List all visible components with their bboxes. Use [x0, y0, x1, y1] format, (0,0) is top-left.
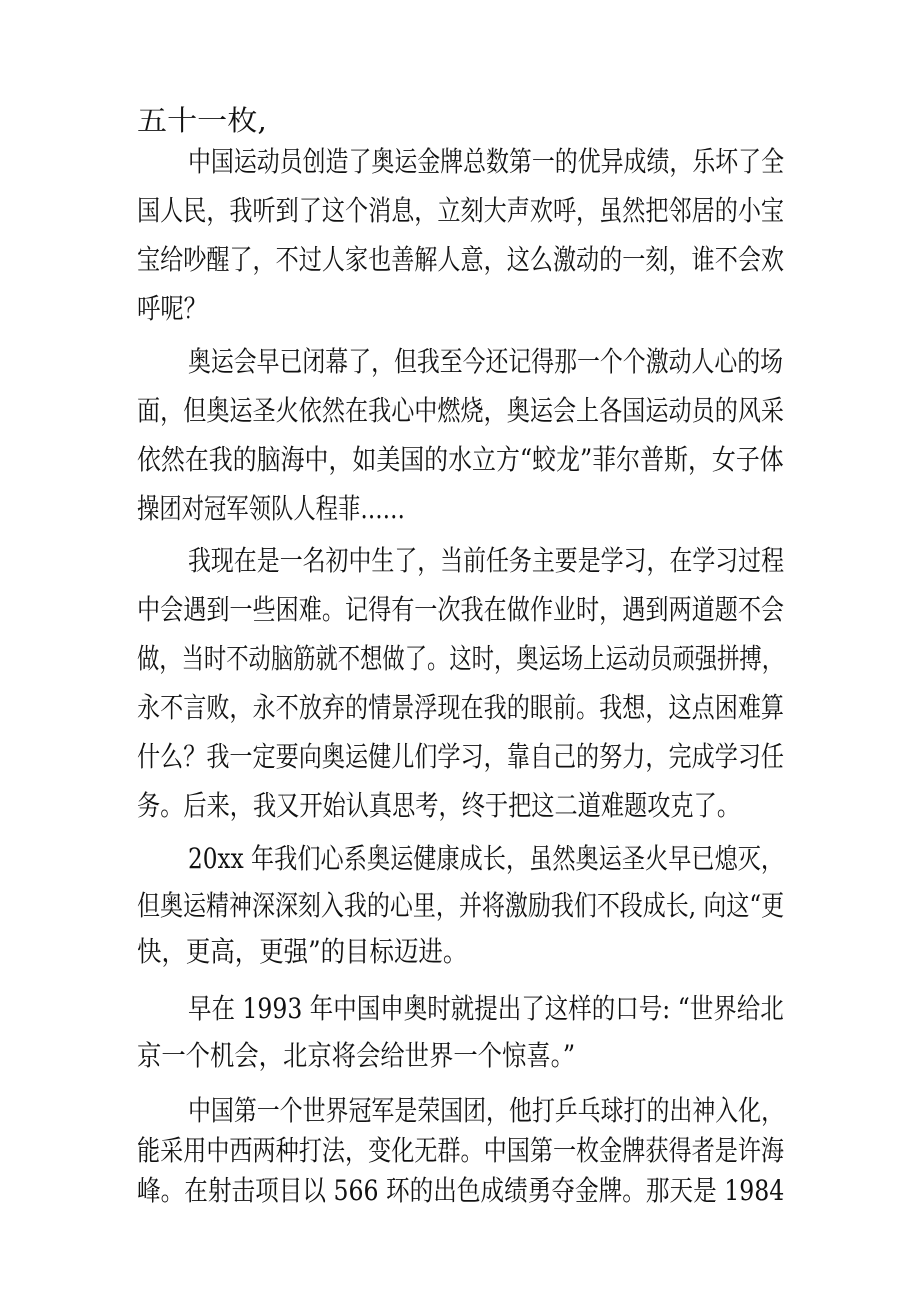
text-line: 呼呢？ — [137, 292, 208, 325]
text-line: 20xx 年我们心系奥运健康成长，虽然奥运圣火早已熄灭， — [188, 842, 785, 875]
text-line: 永不言败，永不放弃的情景浮现在我的眼前。我想，这点困难算 — [137, 691, 785, 724]
text-line: 中会遇到一些困难。记得有一次我在做作业时，遇到两道题不会 — [137, 593, 785, 626]
text-line: 做，当时不动脑筋就不想做了。这时，奥运场上运动员顽强拼搏， — [137, 642, 785, 675]
text-line: 什么？我一定要向奥运健儿们学习，靠自己的努力，完成学习任 — [137, 740, 785, 773]
text-line: 宝给吵醒了，不过人家也善解人意，这么激动的一刻，谁不会欢 — [137, 243, 785, 276]
text-line: 操团对冠军领队人程菲…… — [137, 492, 406, 525]
text-line: 但奥运精神深深刻入我的心里，并将激励我们不段成长, 向这“更 — [137, 889, 785, 922]
text-line: 能采用中西两种打法，变化无群。中国第一枚金牌获得者是许海 — [137, 1134, 785, 1167]
text-line: 峰。在射击项目以 566 环的出色成绩勇夺金牌。那天是 1984 — [137, 1174, 785, 1207]
text-line: 我现在是一名初中生了，当前任务主要是学习，在学习过程 — [188, 544, 785, 577]
text-line: 中国运动员创造了奥运金牌总数第一的优异成绩，乐坏了全 — [188, 145, 785, 178]
text-line: 快，更高，更强”的目标迈进。 — [137, 935, 468, 968]
text-line: 早在 1993 年中国申奥时就提出了这样的口号: “世界给北 — [188, 992, 784, 1025]
text-line: 京一个机会，北京将会给世界一个惊喜。” — [137, 1039, 576, 1072]
text-line: 务。后来，我又开始认真思考，终于把这二道难题攻克了。 — [137, 789, 741, 822]
text-line: 五十一枚, — [137, 104, 267, 137]
text-line: 奥运会早已闭幕了，但我至今还记得那一个个激动人心的场 — [188, 345, 784, 378]
text-line: 中国第一个世界冠军是荣国团，他打乒乓球打的出神入化， — [188, 1094, 785, 1127]
text-line: 依然在我的脑海中，如美国的水立方“蛟龙”菲尔普斯，女子体 — [137, 443, 784, 476]
text-line: 面，但奥运圣火依然在我心中燃烧，奥运会上各国运动员的风采 — [137, 394, 785, 427]
text-line: 国人民，我听到了这个消息，立刻大声欢呼，虽然把邻居的小宝 — [137, 194, 785, 227]
